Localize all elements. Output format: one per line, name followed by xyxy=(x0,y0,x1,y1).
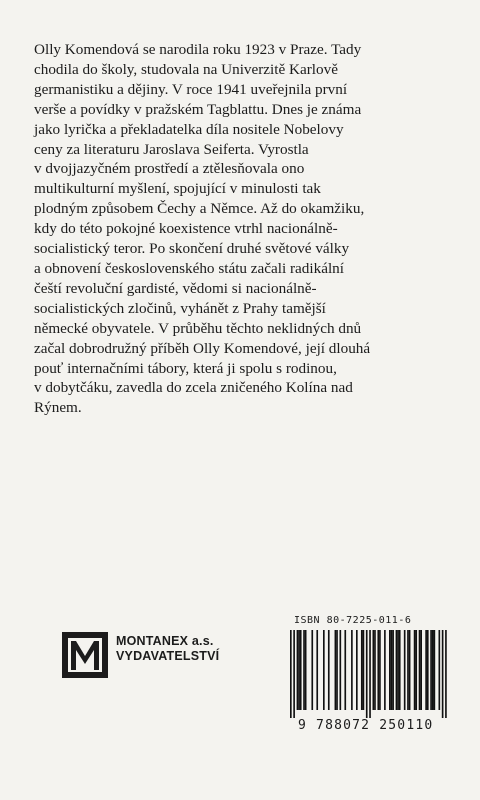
barcode-bar xyxy=(407,630,409,710)
isbn-label: ISBN 80-7225-011-6 xyxy=(294,615,412,626)
blurb-line: socialistický teror. Po skončení druhé světové války xyxy=(34,240,350,258)
blurb-line: v dvojjazyčném prostředí a ztělesňovala ono xyxy=(34,160,305,178)
barcode-bar xyxy=(434,630,436,710)
barcode-bar xyxy=(366,630,368,718)
barcode-bar xyxy=(316,630,318,710)
barcode-bar xyxy=(298,630,300,710)
barcode-bar xyxy=(361,630,363,710)
publisher-subtitle: VYDAVATELSTVÍ xyxy=(116,649,220,663)
barcode-bar xyxy=(442,630,444,718)
barcode-bar xyxy=(419,630,421,710)
barcode-bar xyxy=(379,630,381,710)
blurb-line: kdy do této pokojné koexistence vtrhl nacionálně- xyxy=(34,220,338,238)
barcode-bar xyxy=(297,630,299,710)
publisher-block xyxy=(62,632,219,678)
barcode-bar xyxy=(404,630,406,710)
blurb-line: v dobytčáku, zavedla do zcela zničeného Kolína nad xyxy=(34,379,353,397)
barcode-bar xyxy=(336,630,338,710)
barcode-bar xyxy=(420,630,422,710)
barcode-bar xyxy=(432,630,434,710)
barcode-bar xyxy=(340,630,342,710)
blurb-line: verše a povídky v pražském Tagblattu. Dnes je známa xyxy=(34,100,362,118)
blurb-line: plodným způsobem Čechy a Němce. Až do okamžiku, xyxy=(34,200,365,218)
blurb-line: a obnovení československého státu začali radikální xyxy=(34,259,344,277)
barcode-bar xyxy=(389,630,391,710)
blurb-line: pouť internačními tábory, která ji spolu s rodinou, xyxy=(34,359,337,377)
barcode-bar xyxy=(323,630,325,710)
barcode-bar xyxy=(396,630,398,710)
barcode-bar xyxy=(356,630,358,710)
blurb-line: multikulturní myšlení, spojující v minulosti tak xyxy=(34,180,321,198)
barcode-bar xyxy=(397,630,399,710)
barcode-digits: 9 788072 250110 xyxy=(298,718,434,733)
blurb-line: Rýnem. xyxy=(34,399,82,417)
barcode-bar xyxy=(300,630,302,710)
montanex-logo-icon xyxy=(62,632,108,678)
blurb-text xyxy=(34,40,446,418)
blurb-line: jako lyrička a překladatelka díla nositele Nobelovy xyxy=(34,120,344,138)
barcode xyxy=(286,630,450,718)
publisher-name-block xyxy=(116,632,219,664)
barcode-bar xyxy=(409,630,411,710)
barcode-bar xyxy=(391,630,393,710)
blurb-line: začal dobrodružný příběh Olly Komendové, její dlouhá xyxy=(34,339,371,357)
barcode-bar xyxy=(414,630,416,710)
barcode-bar xyxy=(363,630,365,710)
blurb-line: Olly Komendová se narodila roku 1923 v Praze. Tady xyxy=(34,41,362,58)
blurb-line: čeští revoluční gardisté, vědomi si nacionálně- xyxy=(34,279,317,297)
barcode-bar xyxy=(290,630,292,718)
barcode-bar xyxy=(373,630,375,710)
barcode-bar xyxy=(392,630,394,710)
barcode-bar xyxy=(311,630,313,710)
barcode-bar xyxy=(335,630,337,710)
blurb-line: germanistiku a dějiny. V roce 1941 uveřejnila první xyxy=(34,80,348,98)
barcode-bar xyxy=(384,630,386,710)
barcode-bar xyxy=(399,630,401,710)
barcode-bar xyxy=(445,630,447,718)
blurb-line: chodila do školy, studovala na Univerzitě Karlově xyxy=(34,60,338,78)
barcode-bar xyxy=(374,630,376,710)
barcode-bar xyxy=(303,630,305,710)
barcode-bar xyxy=(439,630,441,710)
barcode-bar xyxy=(415,630,417,710)
barcode-bar xyxy=(425,630,427,710)
barcode-bar xyxy=(344,630,346,710)
barcode-bar xyxy=(305,630,307,710)
blurb-line: socialistických zločinů, vyhánět z Prahy tamější xyxy=(34,299,326,317)
barcode-bar xyxy=(351,630,353,710)
publisher-name: MONTANEX a.s. xyxy=(116,634,214,648)
barcode-bar xyxy=(427,630,429,710)
barcode-bar xyxy=(369,630,371,718)
blurb-line: německé obyvatele. V průběhu těchto neklidných dnů xyxy=(34,319,362,337)
barcode-bar xyxy=(377,630,379,710)
barcode-bar xyxy=(293,630,295,718)
barcode-bar xyxy=(328,630,330,710)
blurb-line: ceny za literaturu Jaroslava Seiferta. Vyrostla xyxy=(34,140,309,158)
barcode-bar xyxy=(430,630,432,710)
